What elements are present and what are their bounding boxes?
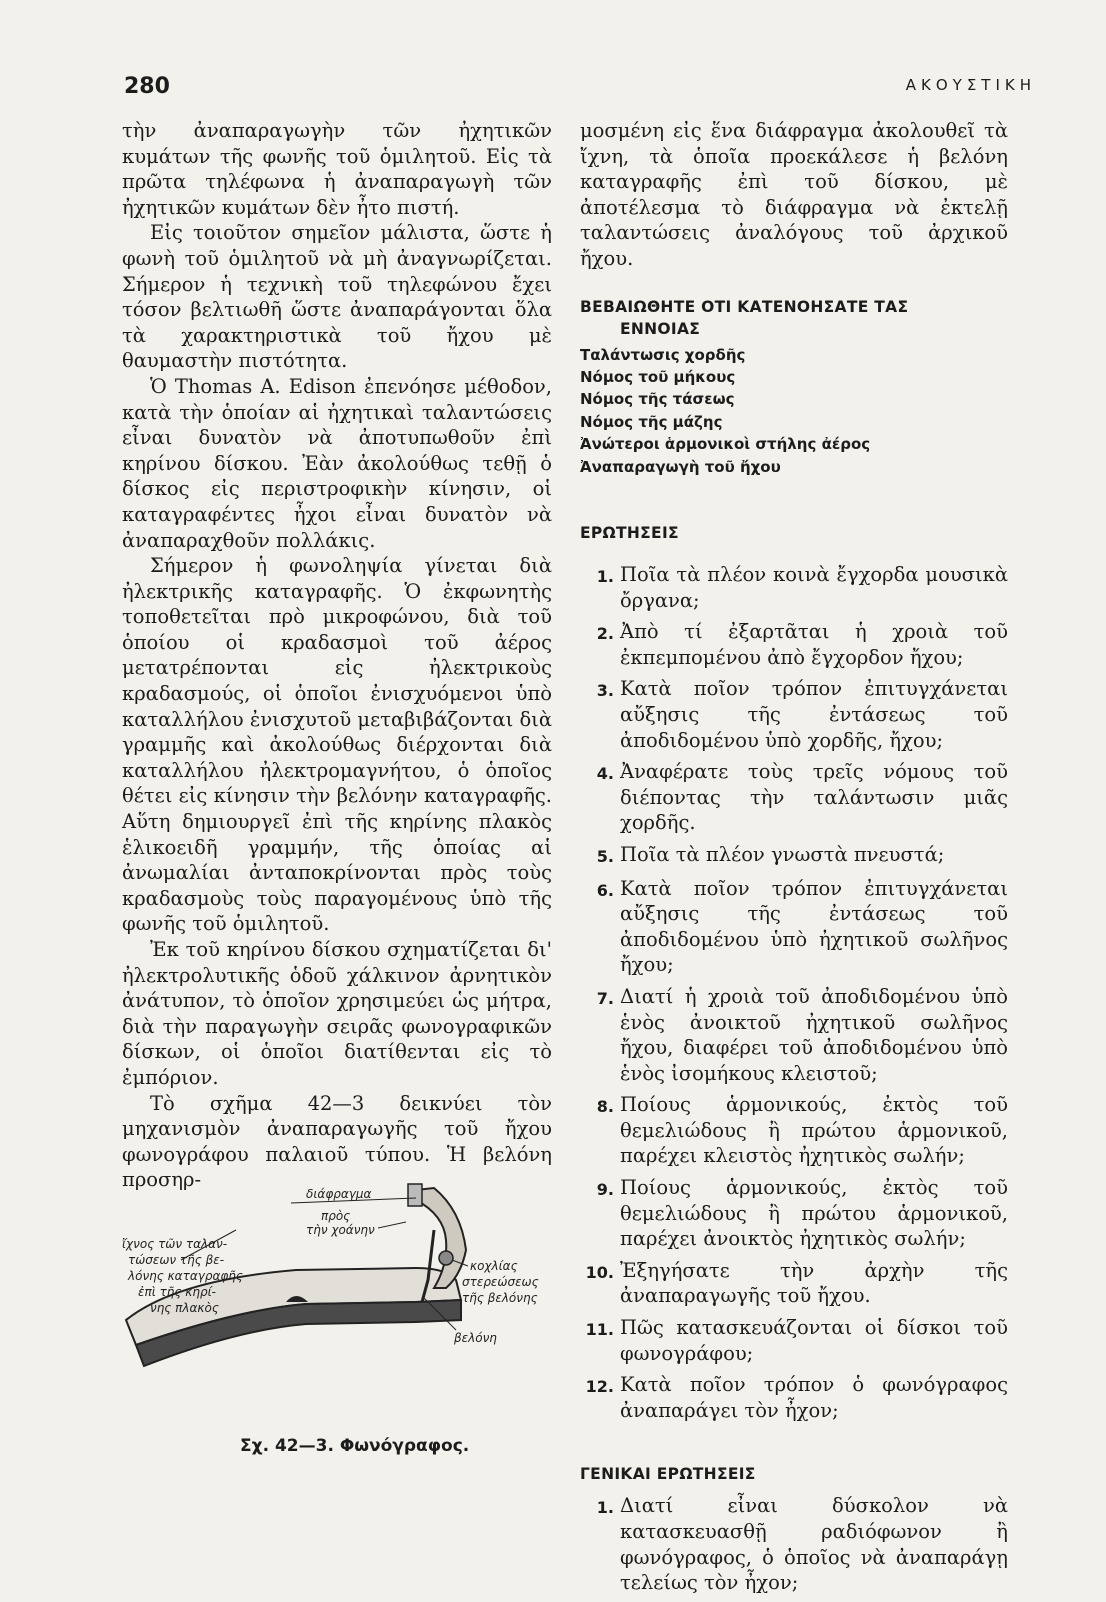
question-text: Ἀναφέρατε τοὺς τρεῖς νόμους τοῦ διέποντας τὴν ταλάντωσιν μιᾶς χορδῆς. <box>620 760 1008 835</box>
question-item <box>580 984 1008 1086</box>
question-number: 1. <box>596 567 614 586</box>
question-text: Ποῖα τὰ πλέον κοινὰ ἔγχορδα μουσικὰ ὄργανα; <box>620 563 1008 612</box>
paragraph-2: Εἰς τοιοῦτον σημεῖον μάλιστα, ὥστε ἡ φωνὴ τοῦ ὁμιλητοῦ νὰ μὴ ἀναγνωρίζεται. Σήμερον ἡ τεχνικὴ τοῦ τηλεφώνου ἔχει τόσον βελτιωθῆ ὥστε ἀναπαράγονται ὅλα τὰ χαρακτηριστικὰ τοῦ ἤχου μὲ θαυμαστὴν πιστότητα. <box>122 221 552 373</box>
label-diaphragm: διάφραγμα <box>306 1187 372 1201</box>
label-screw-3: τῆς βελόνης <box>462 1291 538 1305</box>
general-questions-list <box>580 1493 1008 1595</box>
question-number: 6. <box>596 880 614 900</box>
question-number: 8. <box>596 1097 614 1117</box>
questions-title: ΕΡΩΤΗΣΕΙΣ <box>580 524 679 542</box>
question-item <box>580 1372 1008 1423</box>
concept-item: Νόμος τοῦ μήκους <box>580 367 736 386</box>
screw-icon <box>439 1251 453 1265</box>
question-number: 2. <box>596 624 614 644</box>
question-item <box>580 562 1008 613</box>
question-item <box>580 1315 1008 1366</box>
question-number: 7. <box>596 988 614 1008</box>
left-column <box>122 118 552 1193</box>
question-number: 4. <box>596 764 614 784</box>
concept-item: Ἀναπαραγωγὴ τοῦ ἤχου <box>580 457 781 476</box>
figure-caption: Σχ. 42—3. Φωνόγραφος. <box>240 1436 470 1456</box>
question-text: Διατί ἡ χροιὰ τοῦ ἀποδιδομένου ὑπὸ ἑνὸς ἀνοικτοῦ ἠχητικοῦ σωλῆνος ἤχου, διαφέρει τοῦ ἀποδιδομένου ὑπὸ ἑνὸς ἰσομήκους κλειστοῦ; <box>620 984 1008 1085</box>
question-number: 10. <box>585 1262 614 1282</box>
question-item <box>580 1258 1008 1309</box>
horn-pipe <box>408 1184 422 1206</box>
questions-list <box>580 562 1008 1423</box>
question-text: Ποῖα τὰ πλέον γνωστὰ πνευστά; <box>620 842 945 866</box>
concepts-title <box>580 296 1008 340</box>
concepts-title-line2: ΕΝΝΟΙΑΣ <box>620 319 701 338</box>
paragraph-4: Σήμερον ἡ φωνοληψία γίνεται διὰ ἠλεκτρικῆς καταγραφῆς. Ὁ ἐκφωνητὴς τοποθετεῖται πρὸ μικροφώνου, διὰ τοῦ ὁποίου οἱ κραδασμοὶ τοῦ ἀέρος μετατρέπονται εἰς ἠλεκτρικοὺς κραδασμούς, οἱ ὁποῖοι ἐνισχυόμενοι ὑπὸ καταλλήλου ἐνισχυτοῦ μεταβιβάζονται διὰ γραμμῆς καὶ ἀκολούθως διέρχονται διὰ καταλλήλου ἠλεκτρομαγνήτου, ὁ ὁποῖος θέτει εἰς κίνησιν τὴν βελόνην καταγραφῆς. Αὕτη δημιουργεῖ ἐπὶ τῆς κηρίνης πλακὸς ἑλικοειδῆ γραμμήν, τῆς ὁποίας αἱ ἀνωμαλίαι ἀνταποκρίνονται πρὸς τοὺς κραδασμοὺς τοὺς παραγομένους ὑπὸ τῆς φωνῆς τοῦ ὁμιλητοῦ. <box>122 554 552 936</box>
question-text: Πῶς κατασκευάζονται οἱ δίσκοι τοῦ φωνογράφου; <box>620 1316 1008 1365</box>
label-trace-4: ἐπὶ τῆς κηρί- <box>138 1285 216 1299</box>
running-head: ΑΚΟΥΣΤΙΚΗ <box>905 76 1036 94</box>
question-item <box>580 759 1008 836</box>
phonograph-figure <box>116 1170 556 1420</box>
general-questions-title: ΓΕΝΙΚΑΙ ΕΡΩΤΗΣΕΙΣ <box>580 1465 756 1484</box>
concept-item: Ταλάντωσις χορδῆς <box>580 345 746 364</box>
concepts-list <box>580 344 1008 478</box>
question-item <box>580 876 1008 978</box>
page-number: 280 <box>124 74 170 99</box>
label-trace-1: ἴχνος τῶν ταλαν- <box>122 1237 228 1251</box>
question-text: Κατὰ ποῖον τρόπον ἐπιτυγχάνεται αὔξησις τῆς ἐντάσεως τοῦ ἀποδιδομένου ὑπὸ χορδῆς, ἤχου; <box>620 677 1008 752</box>
phonograph-diagram <box>116 1170 556 1420</box>
label-screw-2: στερεώσεως <box>462 1275 539 1289</box>
question-text: Κατὰ ποῖον τρόπον ὁ φωνόγραφος ἀναπαράγει τὸν ἦχον; <box>620 1373 1008 1422</box>
right-intro-paragraph: μοσμένη εἰς ἕνα διάφραγμα ἀκολουθεῖ τὰ ἴχνη, τὰ ὁποῖα προεκάλεσε ἡ βελόνη καταγραφῆς ἐπὶ τοῦ δίσκου, μὲ ἀποτέλεσμα τὸ διάφραγμα νὰ ἐκτελῇ ταλαντώσεις ἀναλόγους τοῦ ἀρχικοῦ ἤχου. <box>580 119 1008 270</box>
label-to-horn-2: τὴν χοάνην <box>306 1223 375 1237</box>
question-number: 11. <box>585 1320 614 1340</box>
question-item <box>580 842 1008 870</box>
label-needle: βελόνη <box>454 1331 497 1345</box>
label-trace-2: τώσεων τῆς βε- <box>128 1253 225 1267</box>
leader-line <box>378 1222 406 1228</box>
general-question-item <box>580 1493 1008 1595</box>
label-trace-5: νης πλακὸς <box>150 1301 219 1315</box>
paragraph-3: Ὁ Thomas A. Edison ἐπενόησε μέθοδον, κατὰ τὴν ὁποίαν αἱ ἠχητικαὶ ταλαντώσεις εἶναι δυνατὸν νὰ ἀποτυπωθοῦν ἐπὶ κηρίνου δίσκου. Ἐὰν ἀκολούθως τεθῇ ὁ δίσκος εἰς περιστροφικὴν κίνησιν, οἱ καταγραφέντες ἦχοι εἶναι δυνατὸν νὰ ἀναπαραχθοῦν πολλάκις. <box>122 374 552 552</box>
question-number: 12. <box>585 1377 614 1397</box>
question-text: Διατί εἶναι δύσκολον νὰ κατασκευασθῇ ραδιόφωνον ἢ φωνόγραφος, ὁ ὁποῖος νὰ ἀναπαράγῃ τελείως τὸν ἦχον; <box>620 1494 1008 1595</box>
question-item <box>580 619 1008 670</box>
question-text: Ἐξηγήσατε τὴν ἀρχὴν τῆς ἀναπαραγωγῆς τοῦ ἤχου. <box>620 1258 1008 1308</box>
question-item <box>580 1092 1008 1169</box>
concept-item: Ἀνώτεροι ἁρμονικοὶ στήλης ἀέρος <box>580 435 871 454</box>
right-column <box>580 118 1008 1602</box>
paragraph-5: Ἐκ τοῦ κηρίνου δίσκου σχηματίζεται δι' ἠλεκτρολυτικῆς ὁδοῦ χάλκινον ἀρνητικὸν ἀνάτυπον, τὸ ὁποῖον χρησιμεύει ὡς μήτρα, διὰ τὴν παραγωγὴν σειρᾶς φωνογραφικῶν δίσκων, οἱ ὁποῖοι διατίθενται εἰς τὸ ἐμπόριον. <box>122 938 552 1089</box>
question-text: Κατὰ ποῖον τρόπον ἐπιτυγχάνεται αὔξησις τῆς ἐντάσεως τοῦ ἀποδιδομένου ὑπὸ ἠχητικοῦ σωλῆνος ἤχου; <box>620 876 1008 977</box>
label-to-horn-1: πρὸς <box>321 1209 351 1223</box>
concept-item: Νόμος τῆς τάσεως <box>580 390 735 409</box>
question-text: Ποίους ἁρμονικούς, ἐκτὸς τοῦ θεμελιώδους ἢ πρώτου ἁρμονικοῦ, παρέχει ἀνοικτὸς ἠχητικὸς σωλήν; <box>620 1176 1008 1251</box>
concept-item: Νόμος τῆς μάζης <box>580 412 723 431</box>
question-text: Ἀπὸ τί ἐξαρτᾶται ἡ χροιὰ τοῦ ἐκπεμπομένου ἀπὸ ἔγχορδον ἤχου; <box>620 620 1008 669</box>
question-item <box>580 676 1008 753</box>
concepts-title-line1: ΒΕΒΑΙΩΘΗΤΕ ΟΤΙ ΚΑΤΕΝΟΗΣΑΤΕ ΤΑΣ <box>580 297 909 316</box>
paragraph-1: τὴν ἀναπαραγωγὴν τῶν ἠχητικῶν κυμάτων τῆς φωνῆς τοῦ ὁμιλητοῦ. Εἰς τὰ πρῶτα τηλέφωνα ἡ ἀναπαραγωγὴ τῶν ἠχητικῶν κυμάτων δὲν ἦτο πιστή. <box>122 119 552 219</box>
question-number: 5. <box>596 846 614 866</box>
question-item <box>580 1175 1008 1252</box>
question-number: 9. <box>596 1180 614 1200</box>
label-screw-1: κοχλίας <box>470 1259 518 1273</box>
question-number: 3. <box>596 681 614 701</box>
label-trace-3: λόνης καταγραφῆς <box>128 1269 243 1283</box>
question-text: Ποίους ἁρμονικούς, ἐκτὸς τοῦ θεμελιώδους ἢ πρώτου ἁρμονικοῦ, παρέχει κλειστὸς ἠχητικὸς σωλήν; <box>620 1093 1008 1168</box>
paragraph-6: Τὸ σχῆμα 42—3 δεικνύει τὸν μηχανισμὸν ἀναπαραγωγῆς τοῦ ἤχου φωνογράφου παλαιοῦ τύπου. Ἡ βελόνη προσηρ- <box>122 1091 552 1192</box>
question-number: 1. <box>596 1498 614 1518</box>
